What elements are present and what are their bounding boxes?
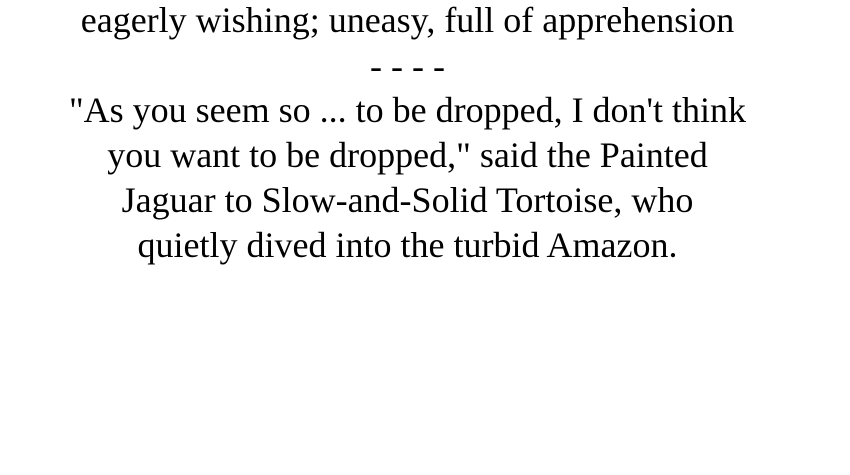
sentence-line: "As you seem so ... to be dropped, I don't think [68, 90, 747, 130]
definition-text: eagerly wishing; uneasy, full of apprehension [80, 0, 735, 40]
section-divider: - - - - [370, 46, 445, 86]
sentence-line: you want to be dropped," said the Painted [107, 135, 708, 175]
sentence-line: Jaguar to Slow-and-Solid Tortoise, who [121, 180, 694, 220]
example-sentence [0, 88, 815, 268]
sentence-line: quietly dived into the turbid Amazon. [137, 225, 678, 265]
